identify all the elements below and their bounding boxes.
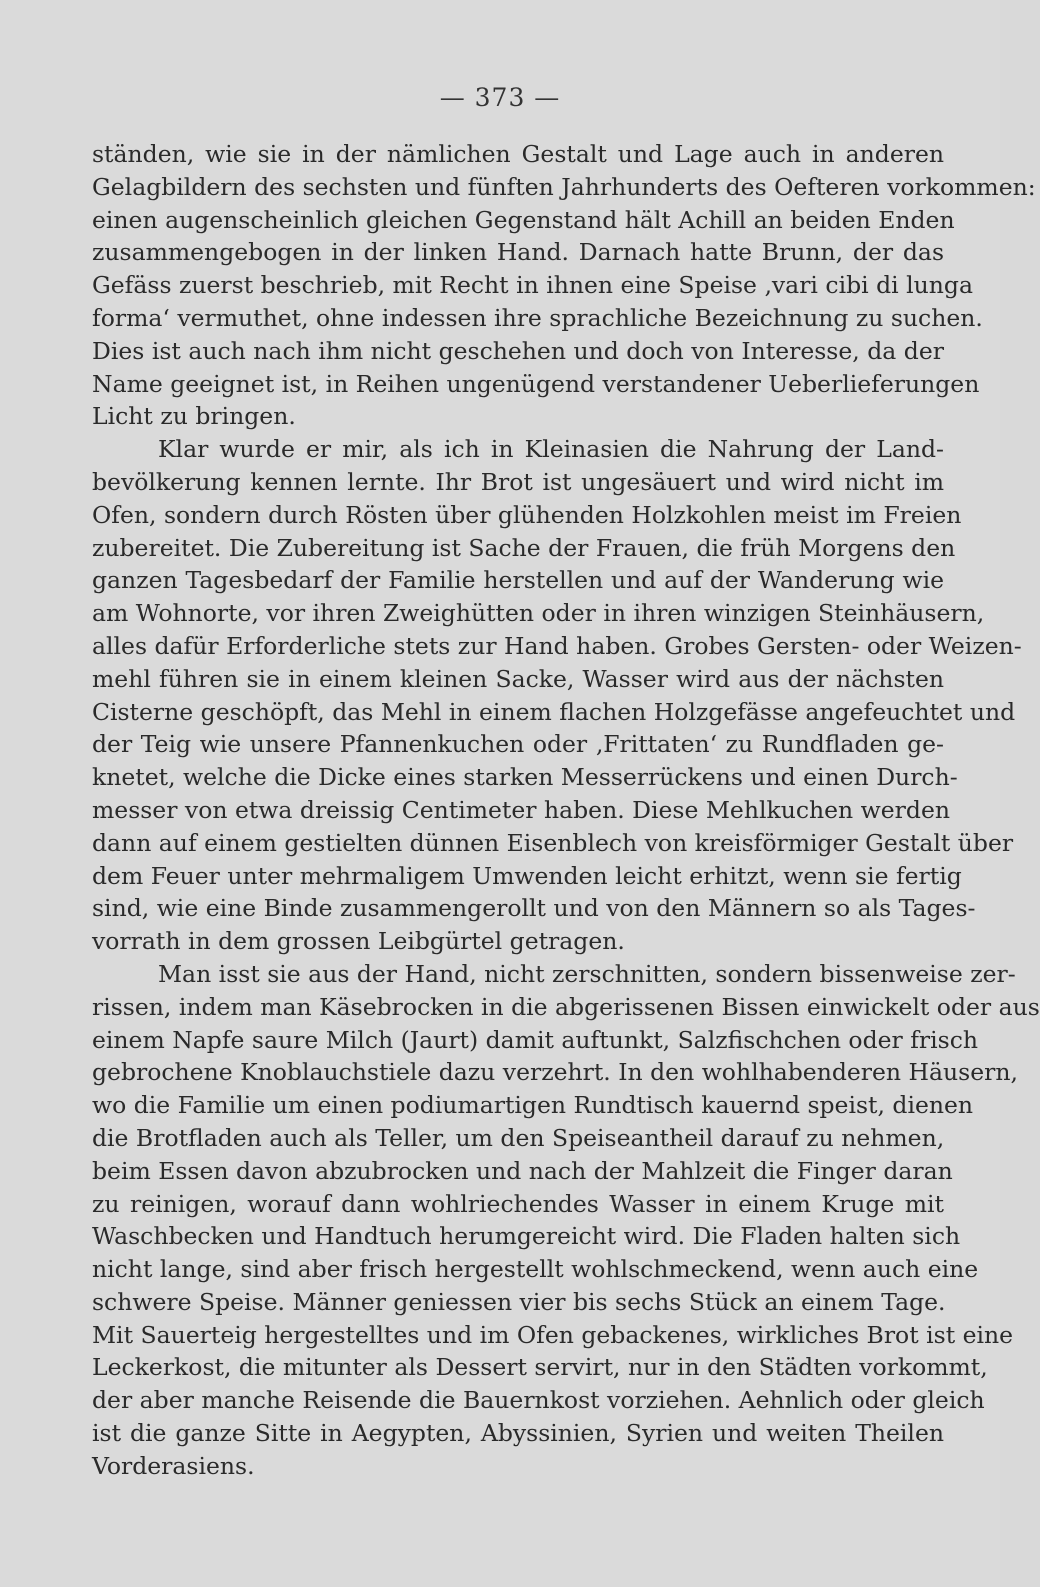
text-line: Gelagbildern des sechsten und fünften Jahrhunderts des Oefteren vorkommen:: [92, 172, 1036, 201]
text-line: ständen, wie sie in der nämlichen Gestalt und Lage auch in anderen: [92, 140, 944, 168]
text-line: Gefäss zuerst beschrieb, mit Recht in ihnen eine Speise ‚vari cibi di lunga: [92, 271, 973, 300]
text-line: wo die Familie um einen podiumartigen Rundtisch kauernd speist, dienen: [92, 1091, 974, 1120]
text-line: knetet, welche die Dicke eines starken Messerrückens und einen Durch-: [92, 763, 958, 792]
paragraph: [92, 433, 1022, 958]
text-line: Dies ist auch nach ihm nicht geschehen und doch von Interesse, da der: [92, 336, 944, 365]
text-line: alles dafür Erforderliche stets zur Hand haben. Grobes Gersten- oder Weizen-: [92, 631, 1022, 660]
text-line: dem Feuer unter mehrmaligem Umwenden leicht erhitzt, wenn sie fertig: [92, 861, 962, 890]
text-line: einen augenscheinlich gleichen Gegenstand hält Achill an beiden Enden: [92, 205, 955, 234]
text-line: vorrath in dem grossen Leibgürtel getragen.: [92, 927, 625, 956]
text-line: Ofen, sondern durch Rösten über glühenden Holzkohlen meist im Freien: [92, 500, 962, 529]
text-line: messer von etwa dreissig Centimeter haben. Diese Mehlkuchen werden: [92, 795, 950, 824]
text-line: zubereitet. Die Zubereitung ist Sache der Frauen, die früh Morgens den: [92, 533, 956, 562]
text-line: der aber manche Reisende die Bauernkost vorziehen. Aehnlich oder gleich: [92, 1386, 985, 1415]
text-line: gebrochene Knoblauchstiele dazu verzehrt. In den wohlhabenderen Häusern,: [92, 1058, 1018, 1087]
text-line: forma‘ vermuthet, ohne indessen ihre sprachliche Bezeichnung zu suchen.: [92, 303, 983, 332]
body-text: [92, 138, 1040, 1483]
paragraph: [92, 958, 1040, 1483]
paragraph: [92, 138, 1036, 433]
text-line: die Brotfladen auch als Teller, um den Speiseantheil darauf zu nehmen,: [92, 1123, 945, 1152]
text-line: rissen, indem man Käsebrocken in die abgerissenen Bissen einwickelt oder aus: [92, 992, 1040, 1021]
text-line: Klar wurde er mir, als ich in Kleinasien die Nahrung der Land-: [158, 435, 944, 464]
text-line: ganzen Tagesbedarf der Familie herstellen und auf der Wanderung wie: [92, 566, 944, 595]
text-line: Name geeignet ist, in Reihen ungenügend verstandener Ueberlieferungen: [92, 369, 980, 398]
text-line: am Wohnorte, vor ihren Zweighütten oder in ihren winzigen Steinhäusern,: [92, 599, 985, 628]
text-line: sind, wie eine Binde zusammengerollt und von den Männern so als Tages-: [92, 894, 976, 923]
text-line: Leckerkost, die mitunter als Dessert servirt, nur in den Städten vorkommt,: [92, 1353, 988, 1382]
text-line: mehl führen sie in einem kleinen Sacke, Wasser wird aus der nächsten: [92, 664, 944, 693]
text-line: der Teig wie unsere Pfannenkuchen oder ‚Frittaten‘ zu Rundfladen ge-: [92, 730, 944, 759]
text-line: Cisterne geschöpft, das Mehl in einem flachen Holzgefässe angefeuchtet und: [92, 697, 1016, 726]
text-line: Licht zu bringen.: [92, 402, 296, 431]
text-line: ist die ganze Sitte in Aegypten, Abyssinien, Syrien und weiten Theilen: [92, 1419, 944, 1448]
text-line: Man isst sie aus der Hand, nicht zerschnitten, sondern bissenweise zer-: [158, 959, 1016, 988]
text-line: beim Essen davon abzubrocken und nach der Mahlzeit die Finger daran: [92, 1156, 953, 1185]
text-line: einem Napfe saure Milch (Jaurt) damit auftunkt, Salzfischchen oder frisch: [92, 1025, 979, 1054]
text-line: Mit Sauerteig hergestelltes und im Ofen gebackenes, wirkliches Brot ist eine: [92, 1320, 1014, 1349]
text-line: zusammengebogen in der linken Hand. Darnach hatte Brunn, der das: [92, 238, 944, 267]
text-line: nicht lange, sind aber frisch hergestellt wohlschmeckend, wenn auch eine: [92, 1255, 979, 1284]
text-line: schwere Speise. Männer geniessen vier bis sechs Stück an einem Tage.: [92, 1287, 946, 1316]
text-line: Vorderasiens.: [92, 1451, 255, 1480]
page-number: — 373 —: [439, 83, 561, 112]
text-line: dann auf einem gestielten dünnen Eisenblech von kreisförmiger Gestalt über: [92, 828, 1014, 857]
text-line: zu reinigen, worauf dann wohlriechendes Wasser in einem Kruge mit: [92, 1189, 944, 1218]
text-line: Waschbecken und Handtuch herumgereicht wird. Die Fladen halten sich: [92, 1222, 961, 1251]
text-line: bevölkerung kennen lernte. Ihr Brot ist ungesäuert und wird nicht im: [92, 467, 944, 496]
